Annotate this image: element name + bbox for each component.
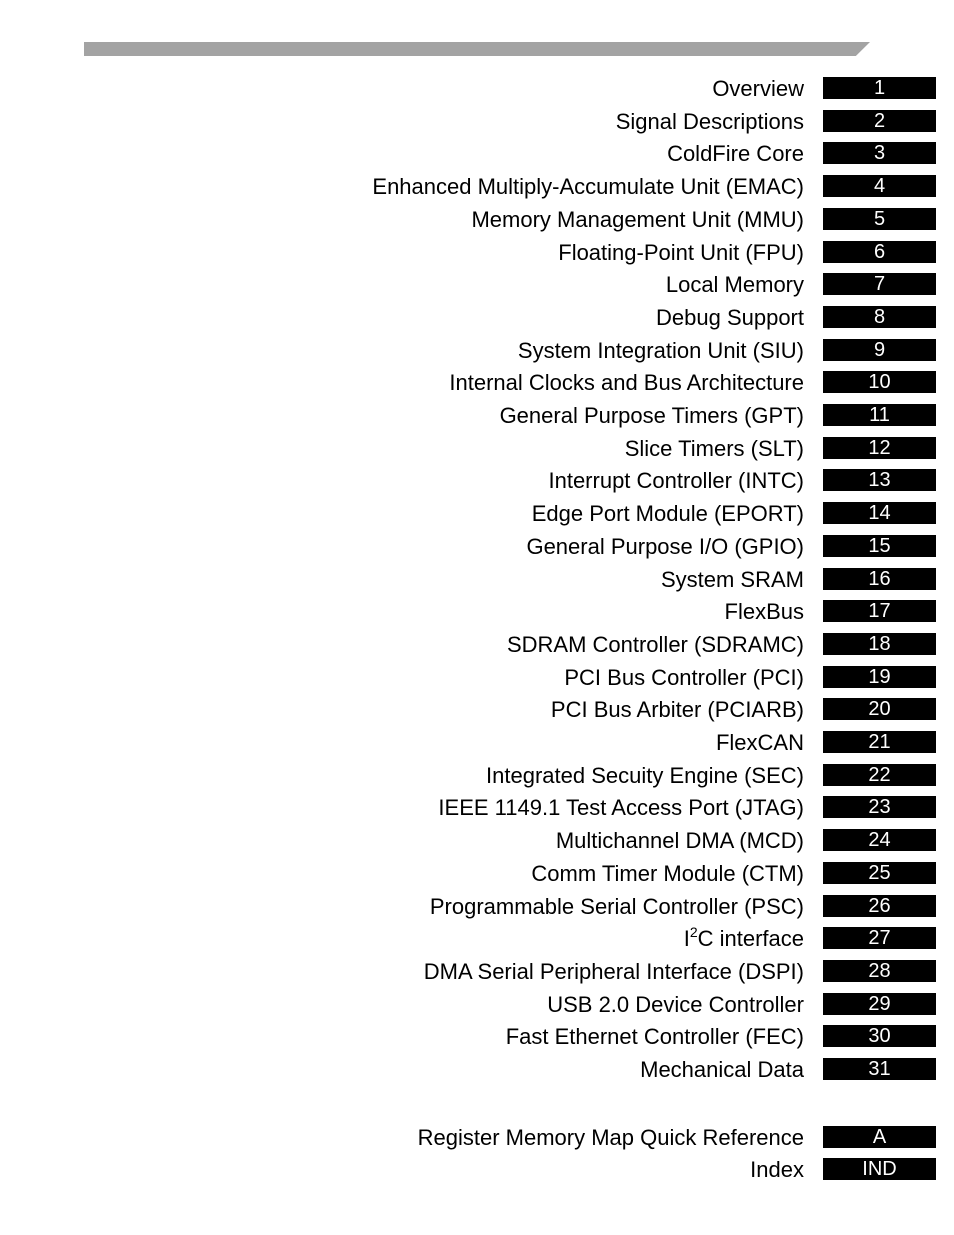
appendix-row[interactable] [0, 1120, 954, 1153]
toc-entry-title[interactable]: DMA Serial Peripheral Interface (DSPI) [423, 958, 804, 984]
toc-entry-title[interactable]: Memory Management Unit (MMU) [471, 206, 804, 232]
toc-row[interactable] [0, 136, 954, 169]
chapter-tab[interactable]: A [823, 1126, 936, 1148]
toc-row[interactable] [0, 104, 954, 137]
toc-row[interactable] [0, 365, 954, 398]
toc-row[interactable] [0, 954, 954, 987]
chapter-tab[interactable]: 28 [823, 960, 936, 982]
toc-row[interactable] [0, 921, 954, 954]
chapter-tab[interactable]: 30 [823, 1025, 936, 1047]
chapter-tab[interactable]: 10 [823, 371, 936, 393]
toc-row[interactable] [0, 267, 954, 300]
toc-entry-title[interactable]: Comm Timer Module (CTM) [531, 860, 804, 886]
toc-row[interactable] [0, 627, 954, 660]
chapter-tab[interactable]: 13 [823, 469, 936, 491]
toc-entry-title[interactable]: Multichannel DMA (MCD) [555, 828, 804, 854]
toc-row[interactable] [0, 71, 954, 104]
toc-entry-title[interactable]: System SRAM [660, 566, 804, 592]
toc-row[interactable] [0, 333, 954, 366]
toc-entry-title[interactable]: FlexBus [724, 599, 804, 625]
chapter-tab[interactable]: 25 [823, 862, 936, 884]
chapter-tab[interactable]: 8 [823, 306, 936, 328]
toc-entry-title[interactable]: Interrupt Controller (INTC) [548, 468, 804, 494]
toc-entry-title[interactable]: IEEE 1149.1 Test Access Port (JTAG) [438, 795, 804, 821]
toc-entry-title[interactable]: Signal Descriptions [615, 108, 804, 134]
chapter-tab[interactable]: 23 [823, 796, 936, 818]
toc-entry-title[interactable]: ColdFire Core [667, 141, 804, 167]
toc-row[interactable] [0, 889, 954, 922]
chapter-tab[interactable]: IND [823, 1158, 936, 1180]
chapter-tab[interactable]: 17 [823, 600, 936, 622]
toc-row[interactable] [0, 431, 954, 464]
toc-entry-title[interactable]: General Purpose I/O (GPIO) [526, 533, 804, 559]
chapter-tab[interactable]: 12 [823, 437, 936, 459]
toc-row[interactable] [0, 790, 954, 823]
toc-row[interactable] [0, 398, 954, 431]
toc-row[interactable] [0, 235, 954, 268]
chapter-tab[interactable]: 29 [823, 993, 936, 1015]
toc-entry-title[interactable]: USB 2.0 Device Controller [547, 991, 804, 1017]
toc-row[interactable] [0, 758, 954, 791]
toc-row[interactable] [0, 692, 954, 725]
title-superscript: 2 [689, 923, 698, 940]
toc-entry-title[interactable]: Programmable Serial Controller (PSC) [429, 893, 804, 919]
toc-row[interactable] [0, 463, 954, 496]
chapter-tab[interactable]: 1 [823, 77, 936, 99]
toc-entry-title[interactable]: System Integration Unit (SIU) [517, 337, 804, 363]
chapter-tab[interactable]: 16 [823, 568, 936, 590]
appendix-row[interactable] [0, 1152, 954, 1185]
toc-entry-title[interactable]: Overview [712, 76, 804, 101]
toc-entry-title[interactable]: Enhanced Multiply-Accumulate Unit (EMAC) [372, 174, 804, 200]
chapter-tab[interactable]: 2 [823, 110, 936, 132]
chapter-tab[interactable]: 4 [823, 175, 936, 197]
toc-row[interactable] [0, 1052, 954, 1085]
toc-row[interactable] [0, 987, 954, 1020]
toc-entry-title[interactable]: Local Memory [665, 272, 804, 298]
toc-row[interactable] [0, 562, 954, 595]
toc-row[interactable] [0, 169, 954, 202]
chapter-tab[interactable]: 24 [823, 829, 936, 851]
toc-entry-title[interactable]: Integrated Secuity Engine (SEC) [486, 762, 804, 788]
header-rule [84, 42, 870, 56]
toc-row[interactable] [0, 202, 954, 235]
chapter-tab[interactable]: 6 [823, 241, 936, 263]
toc-entry-title[interactable]: Edge Port Module (EPORT) [531, 501, 804, 527]
title-prefix: I [683, 926, 690, 952]
chapter-tab[interactable]: 22 [823, 764, 936, 786]
chapter-tab[interactable]: 3 [823, 142, 936, 164]
chapter-tab[interactable]: 27 [823, 927, 936, 949]
toc-row[interactable] [0, 594, 954, 627]
toc-row[interactable] [0, 496, 954, 529]
toc-row[interactable] [0, 529, 954, 562]
toc-entry-title[interactable]: Mechanical Data [640, 1057, 804, 1082]
title-text: C interface [697, 926, 804, 952]
chapter-tab[interactable]: 15 [823, 535, 936, 557]
chapter-tab[interactable]: 20 [823, 698, 936, 720]
chapter-tab[interactable]: 21 [823, 731, 936, 753]
toc-entry-title[interactable] [684, 924, 804, 954]
toc-entry-title[interactable]: Debug Support [656, 304, 804, 330]
toc-row[interactable] [0, 660, 954, 693]
chapter-tab[interactable]: 19 [823, 666, 936, 688]
chapter-tab[interactable]: 7 [823, 273, 936, 295]
toc-entry-title[interactable]: Index [750, 1157, 804, 1183]
toc-entry-title[interactable]: SDRAM Controller (SDRAMC) [506, 631, 804, 657]
chapter-tab[interactable]: 18 [823, 633, 936, 655]
toc-entry-title[interactable]: Register Memory Map Quick Reference [417, 1124, 804, 1150]
chapter-tab[interactable]: 5 [823, 208, 936, 230]
toc-entry-title[interactable]: Internal Clocks and Bus Architecture [449, 370, 804, 396]
chapter-tab[interactable]: 14 [823, 502, 936, 524]
toc-entry-title[interactable]: Floating-Point Unit (FPU) [558, 239, 804, 265]
chapter-tab[interactable]: 9 [823, 339, 936, 361]
toc-entry-title[interactable]: Slice Timers (SLT) [624, 435, 804, 461]
toc-row[interactable] [0, 725, 954, 758]
toc-entry-title[interactable]: PCI Bus Arbiter (PCIARB) [550, 697, 804, 723]
toc-entry-title[interactable]: FlexCAN [715, 730, 804, 755]
toc-row[interactable] [0, 300, 954, 333]
toc-row[interactable] [0, 1019, 954, 1052]
chapter-tab[interactable]: 11 [823, 404, 936, 426]
toc-row[interactable] [0, 823, 954, 856]
toc-row[interactable] [0, 856, 954, 889]
chapter-tab[interactable]: 31 [823, 1058, 936, 1080]
chapter-tab[interactable]: 26 [823, 895, 936, 917]
toc-entry-title[interactable]: Fast Ethernet Controller (FEC) [505, 1024, 804, 1050]
toc-entry-title[interactable]: PCI Bus Controller (PCI) [564, 664, 804, 690]
toc-entry-title[interactable]: General Purpose Timers (GPT) [499, 403, 804, 428]
